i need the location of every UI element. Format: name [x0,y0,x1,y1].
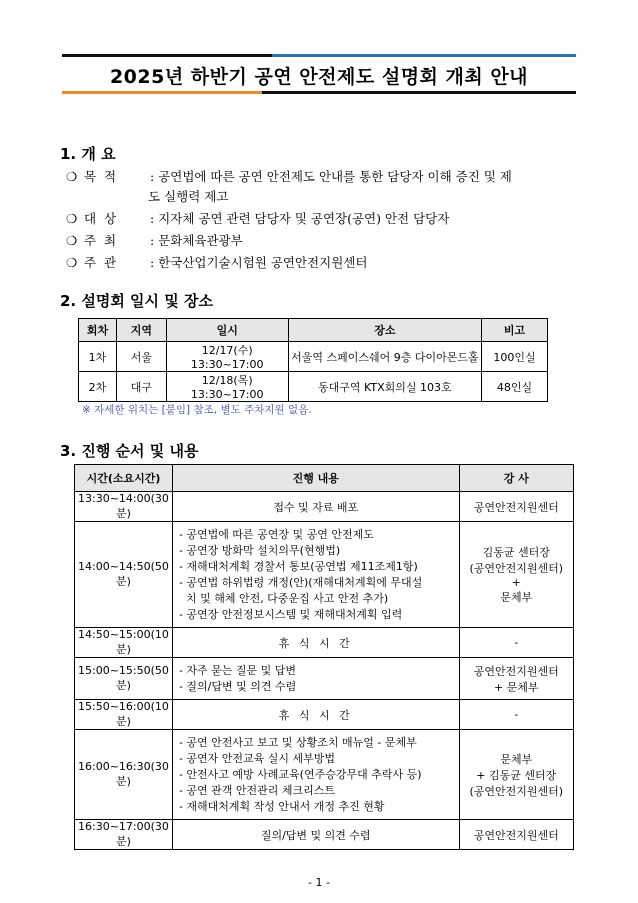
lecturer-cell: - [459,700,573,730]
circle-bullet-icon: ❍ [66,255,78,270]
schedule-header-cell: 일시 [166,319,288,342]
content-list-item: - 재해대처계획 작성 안내서 개정 추진 현황 [178,799,385,813]
lecturer-line: 문체부 [500,591,533,604]
lecturer-cell: 공연안전지원센터 [459,820,573,850]
lecturer-line: 공연안전지원센터 [473,664,559,678]
lecturer-line: + 김동균 센터장 [476,768,557,782]
table-row [75,628,574,658]
schedule-note: ※ 자세한 위치는 [붙임] 참조, 별도 주차지원 없음. [82,404,312,416]
table-cell: 대구 [116,372,166,402]
overview-item-purpose [66,167,512,185]
overview-label: 주 최 [84,233,117,248]
overview-text: : 문화체육관광부 [150,233,243,248]
time-cell: 15:50~16:00(10분) [75,700,173,730]
overview-item-purpose-cont: 도 실행력 제고 [148,189,229,204]
table-row [75,492,574,522]
overview-item-host [66,231,243,249]
table-row [75,658,574,700]
content-cell [172,658,459,700]
lecturer-cell: - [459,628,573,658]
table-row [79,372,548,402]
program-header-row [75,465,574,492]
overview-text: : 지자체 공연 관련 담당자 및 공연장(공연) 안전 담당자 [150,211,450,226]
circle-bullet-icon: ❍ [66,233,78,248]
lecturer-cell [459,658,573,700]
table-cell: 12/18(목) 13:30~17:00 [166,372,288,402]
content-cell: 접수 및 자료 배포 [172,492,459,522]
content-cell: 휴 식 시 간 [172,700,459,730]
content-cell [172,522,459,628]
overview-label: 대 상 [84,211,117,226]
content-list-item: - 자주 묻는 질문 및 답변 [178,663,297,677]
overview-label: 목 적 [84,169,117,184]
table-cell: 12/17(수) 13:30~17:00 [166,342,288,372]
overview-item-organizer [66,253,367,271]
overview-text: : 공연법에 따른 공연 안전제도 안내를 통한 담당자 이해 증진 및 제 [150,169,512,184]
time-cell: 13:30~14:00(30분) [75,492,173,522]
content-list-item: - 공연 관객 안전관리 체크리스트 [178,783,336,797]
table-cell: 1차 [79,342,117,372]
time-cell: 14:50~15:00(10분) [75,628,173,658]
schedule-header-cell: 비고 [482,319,548,342]
program-table [74,464,574,850]
table-cell: 100인실 [482,342,548,372]
content-list-item: - 공연법 하위법령 개정(안)(재해대처계획에 무대설 [178,575,423,589]
table-cell: 서울 [116,342,166,372]
lecturer-line: 김동균 센터장 [482,546,550,559]
circle-bullet-icon: ❍ [66,211,78,226]
lecturer-line: 문체부 [500,752,533,766]
page-title: 2025년 하반기 공연 안전제도 설명회 개최 안내 [109,66,529,88]
time-cell: 14:00~14:50(50분) [75,522,173,628]
table-cell: 동대구역 KTX회의실 103호 [288,372,481,402]
lecturer-cell [459,522,573,628]
table-row [75,700,574,730]
table-cell: 서울역 스페이스쉐어 9층 다이아몬드홀 [288,342,481,372]
overview-label: 주 관 [84,255,117,270]
content-cell [172,730,459,820]
section3-heading: 3. 진행 순서 및 내용 [60,442,199,460]
section1-heading: 1. 개 요 [60,145,116,163]
lecturer-line: + [511,576,521,589]
lecturer-line: (공연안전지원센터) [469,562,564,575]
time-cell: 16:30~17:00(30분) [75,820,173,850]
lecturer-line: + 문체부 [493,680,539,694]
page-number: - 1 - [308,876,330,889]
table-row [75,730,574,820]
table-cell: 2차 [79,372,117,402]
schedule-header-cell: 회차 [79,319,117,342]
table-cell: 48인실 [482,372,548,402]
schedule-table [78,318,548,402]
overview-item-target [66,209,449,227]
lecturer-line: (공연안전지원센터) [469,784,564,798]
table-row [75,820,574,850]
overview-text: : 한국산업기술시험원 공연안전지원센터 [150,255,368,270]
content-list-item: - 질의/답변 및 의견 수렴 [178,679,297,693]
content-list-item: 치 및 해체 안전, 다중운집 사고 안전 추가) [178,591,389,605]
lecturer-cell [459,730,573,820]
content-list-item: - 공연 안전사고 보고 및 상황조치 매뉴얼 - 문체부 [178,735,417,749]
title-bottom-accent [62,91,262,94]
time-cell: 16:00~16:30(30분) [75,730,173,820]
schedule-header-row [79,319,548,342]
schedule-header-cell: 지역 [116,319,166,342]
title-box [62,54,576,94]
content-list-item: - 공연법에 따른 공연장 및 공연 안전제도 [178,527,374,541]
program-header-cell: 진행 내용 [172,465,459,492]
content-list-item: - 공연자 안전교육 실시 세부방법 [178,751,336,765]
title-top-accent [272,54,576,57]
content-list-item: - 공연장 방화막 설치의무(현행법) [178,543,341,557]
schedule-header-cell: 장소 [288,319,481,342]
content-cell: 질의/답변 및 의견 수렴 [172,820,459,850]
content-list-item: - 재해대처계획 경찰서 통보(공연법 제11조제1항) [178,559,418,573]
content-list-item: - 안전사고 예방 사례교육(연주승강무대 추락사 등) [178,767,422,781]
section2-heading: 2. 설명회 일시 및 장소 [60,292,213,310]
content-list-item: - 공연장 안전정보시스템 및 재해대처계획 입력 [178,607,403,621]
program-header-cell: 시간(소요시간) [75,465,173,492]
content-cell: 휴 식 시 간 [172,628,459,658]
time-cell: 15:00~15:50(50분) [75,658,173,700]
table-row [79,342,548,372]
lecturer-cell: 공연안전지원센터 [459,492,573,522]
table-row [75,522,574,628]
circle-bullet-icon: ❍ [66,169,78,184]
program-header-cell: 강 사 [459,465,573,492]
